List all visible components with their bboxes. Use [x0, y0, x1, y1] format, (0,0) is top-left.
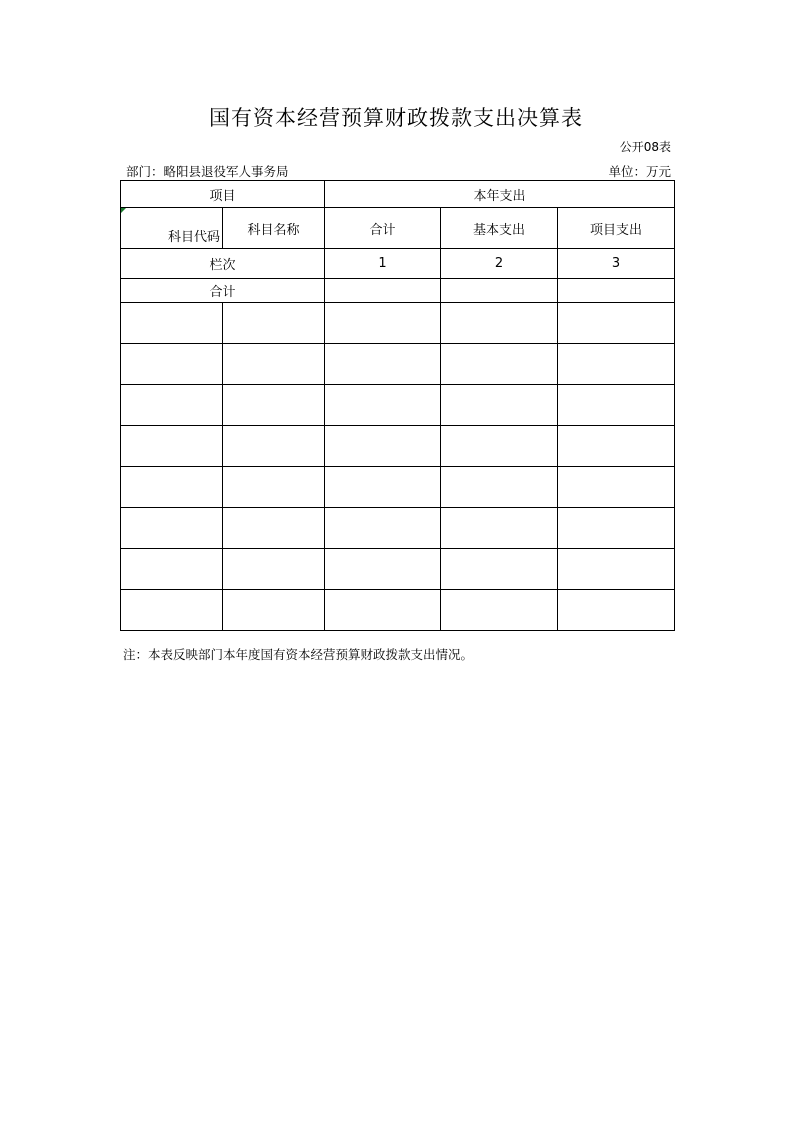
- total-row-project: [558, 279, 675, 303]
- header-subject-name: 科目名称: [223, 208, 325, 249]
- column-number-2: 2: [441, 249, 558, 279]
- header-subject-code: 科目代码: [167, 230, 220, 245]
- column-number-row: [121, 249, 675, 279]
- footnote: 注：本表反映部门本年度国有资本经营预算财政拨款支出情况。: [123, 647, 474, 662]
- form-code: 公开08表: [619, 140, 671, 154]
- header-total: 合计: [325, 208, 441, 249]
- table-header-row-1: [121, 181, 675, 208]
- header-basic-expense: 基本支出: [441, 208, 558, 249]
- header-subject-code-cell: [121, 208, 223, 249]
- table-header-row-2: [121, 208, 675, 249]
- header-item: 项目: [121, 181, 325, 208]
- table-row: [121, 549, 675, 590]
- page-title: 国有资本经营预算财政拨款支出决算表: [209, 106, 583, 130]
- total-row-label: 合计: [121, 279, 325, 303]
- column-number-label: 栏次: [121, 249, 325, 279]
- table-row: [121, 467, 675, 508]
- cell-comment-marker-icon: [121, 208, 126, 213]
- expenditure-table: [120, 180, 675, 631]
- total-row-sum: [325, 279, 441, 303]
- header-expense: 本年支出: [325, 181, 675, 208]
- header-project-expense: 项目支出: [558, 208, 675, 249]
- table-row: [121, 344, 675, 385]
- column-number-1: 1: [325, 249, 441, 279]
- table-row: [121, 426, 675, 467]
- unit-label: 单位：万元: [608, 164, 671, 179]
- total-row: [121, 279, 675, 303]
- column-number-3: 3: [558, 249, 675, 279]
- department-label: 部门：略阳县退役军人事务局: [126, 164, 289, 179]
- table-row: [121, 508, 675, 549]
- total-row-basic: [441, 279, 558, 303]
- table-row: [121, 590, 675, 631]
- table-row: [121, 303, 675, 344]
- table-row: [121, 385, 675, 426]
